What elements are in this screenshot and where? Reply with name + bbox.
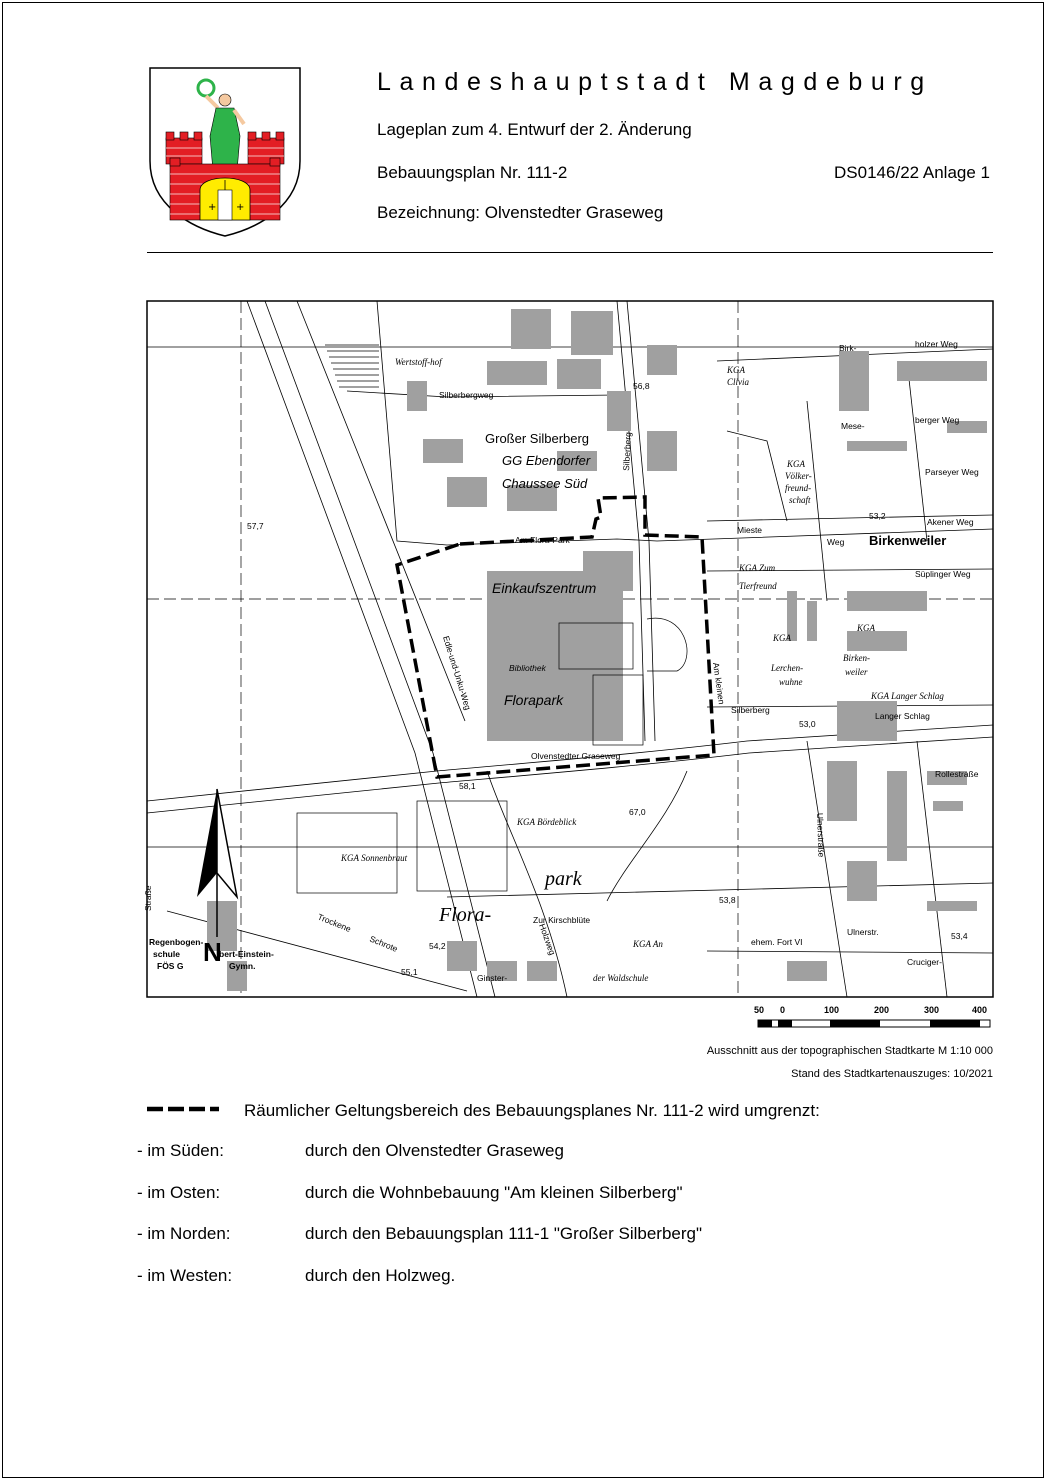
label-kga-birk: KGA [857,623,875,633]
label-ulnerstrasse: Ulnerstraße [815,812,827,858]
label-silberberg-vertical: Silberberg [621,431,634,472]
elevation-568: 56,8 [633,381,650,391]
label-regenbogen-3: FÖS G [157,961,184,971]
label-mese: Mese- [841,421,865,431]
label-birkenweiler-small-2: weiler [845,667,868,677]
label-einstein-1: bert-Einstein- [219,949,274,959]
label-mieste: Mieste [737,525,763,535]
label-weg: Weg [827,537,845,547]
label-berger-weg: berger Weg [915,415,960,425]
label-silberberg-east: Silberberg [731,705,770,715]
legend-dir-west: - im Westen: [137,1266,233,1285]
label-cruciger: Cruciger- [907,957,942,967]
label-birkenweiler: Birkenweiler [869,533,947,548]
label-wertstoffhof: Wertstoff-hof [395,357,442,367]
label-kga-lerchen-1: KGA [773,633,791,643]
label-gg-1: GG Ebendorfer [502,453,591,468]
label-flora: Flora- [439,904,492,926]
label-am-kleinen: Am kleinen [711,661,727,705]
label-parseyer-weg: Parseyer Weg [925,467,979,477]
legend-dir-south: - im Süden: [137,1141,224,1160]
north-label: N [203,937,222,967]
map-date-note: Stand des Stadtkartenauszuges: 10/2021 [791,1068,993,1080]
scale-tick-300: 300 [924,1005,940,1015]
header-divider [147,252,993,253]
label-kga-lerchen-2: Lerchen- [771,663,804,673]
city-title: Landeshauptstadt Magdeburg [377,68,933,96]
legend-dir-east: - im Osten: [137,1183,221,1202]
scale-tick-100: 100 [824,1005,840,1015]
label-edle-unku-weg: Edle-und-Unku-Weg [441,634,474,712]
label-regenbogen-2: schule [153,949,180,959]
scale-tick-50: 50 [754,1005,765,1015]
legend-dir-north: - im Norden: [137,1224,231,1243]
label-kga-clivia-2: Clivia [727,377,749,387]
label-fort: ehem. Fort VI [751,937,803,947]
label-kga-clivia-1: KGA [727,365,745,375]
elevation-670: 67,0 [629,807,646,817]
label-schrote: Schrote [368,933,400,954]
label-der-waldschule: der Waldschule [593,973,649,983]
label-suplinger-weg: Süplinger Weg [915,569,971,579]
legend-desc-south: durch den Olvenstedter Graseweg [305,1141,564,1160]
label-silberbergweg: Silberbergweg [439,390,494,400]
label-trockene: Trockene [316,911,353,935]
label-strasse: Straße [143,885,153,911]
label-kga-boerdeblick: KGA Bördeblick [517,817,577,827]
plan-designation: Bezeichnung: Olvenstedter Graseweg [377,203,664,222]
label-akener-weg: Akener Weg [927,517,974,527]
elevation-534: 53,4 [951,931,968,941]
boundary-legend-symbol [147,1104,219,1114]
map-source-note: Ausschnitt aus der topographischen Stadtkarte M 1:10 000 [706,1045,993,1057]
elevation-530: 53,0 [799,719,816,729]
label-einkaufszentrum: Einkaufszentrum [492,580,597,596]
label-florapark: Florapark [504,692,564,708]
label-birkenweiler-small-1: Birken- [843,653,870,663]
label-kga-voelker-1: KGA [787,459,805,469]
legend-boundary-text: Räumlicher Geltungsbereich des Bebauungsplanes Nr. 111-2 wird umgrenzt: [244,1101,820,1120]
site-map [143,301,993,997]
legend-desc-west: durch den Holzweg. [305,1266,456,1285]
label-am-flora-park: Am Flora-Park [515,535,570,545]
label-birk: Birk- [839,343,857,353]
label-rollestrasse: Rollestraße [935,769,979,779]
elevation-542: 54,2 [429,941,446,951]
label-kga-zum-2: Tierfreund [739,581,777,591]
elevation-551: 55,1 [401,967,418,977]
scale-tick-200: 200 [874,1005,890,1015]
label-gg-2: Chaussee Süd [502,476,588,491]
plan-subtitle: Lageplan zum 4. Entwurf der 2. Änderung [377,120,692,139]
label-ginster: Ginster- [477,973,508,983]
label-grosser-silberberg: Großer Silberberg [485,431,590,446]
label-kga-zum-1: KGA Zum [739,563,776,573]
elevation-538: 53,8 [719,895,736,905]
scale-tick-0: 0 [780,1005,786,1015]
label-bibliothek: Bibliothek [509,663,546,673]
svg-text:+: + [236,202,245,213]
elevation-577: 57,7 [247,521,264,531]
label-kga-voelker-3: freund- [785,483,812,493]
label-kga-voelker-4: schaft [789,495,811,505]
label-kga-sonnenbraut: KGA Sonnenbraut [341,853,408,863]
elevation-581: 58,1 [459,781,476,791]
label-langer-schlag: Langer Schlag [875,711,930,721]
svg-text:+: + [208,202,217,213]
scale-tick-400: 400 [972,1005,988,1015]
label-zur-kirschbluete: Zur Kirschblüte [533,915,591,925]
legend-desc-north: durch den Bebauungsplan 111-1 "Großer Silberberg" [305,1224,703,1243]
label-holzweg: Holzweg [537,922,558,957]
label-olvenstedter-graseweg: Olvenstedter Graseweg [531,751,621,761]
label-einstein-2: Gymn. [229,961,256,971]
label-holzer-weg: holzer Weg [915,339,958,349]
label-kga-voelker-2: Völker- [785,471,812,481]
label-park: park [545,868,582,890]
plan-number: Bebauungsplan Nr. 111-2 [377,163,568,182]
label-regenbogen-1: Regenbogen- [149,937,204,947]
label-ulnerstr: Ulnerstr. [847,927,879,937]
label-kga-langer-schlag: KGA Langer Schlag [871,691,944,701]
coat-of-arms-icon [148,66,302,238]
label-kga-lerchen-3: wuhne [779,677,803,687]
legend-desc-east: durch die Wohnbebauung "Am kleinen Silberberg" [305,1183,683,1202]
label-kga-an: KGA An [633,939,663,949]
elevation-532: 53,2 [869,511,886,521]
document-reference: DS0146/22 Anlage 1 [834,163,990,182]
